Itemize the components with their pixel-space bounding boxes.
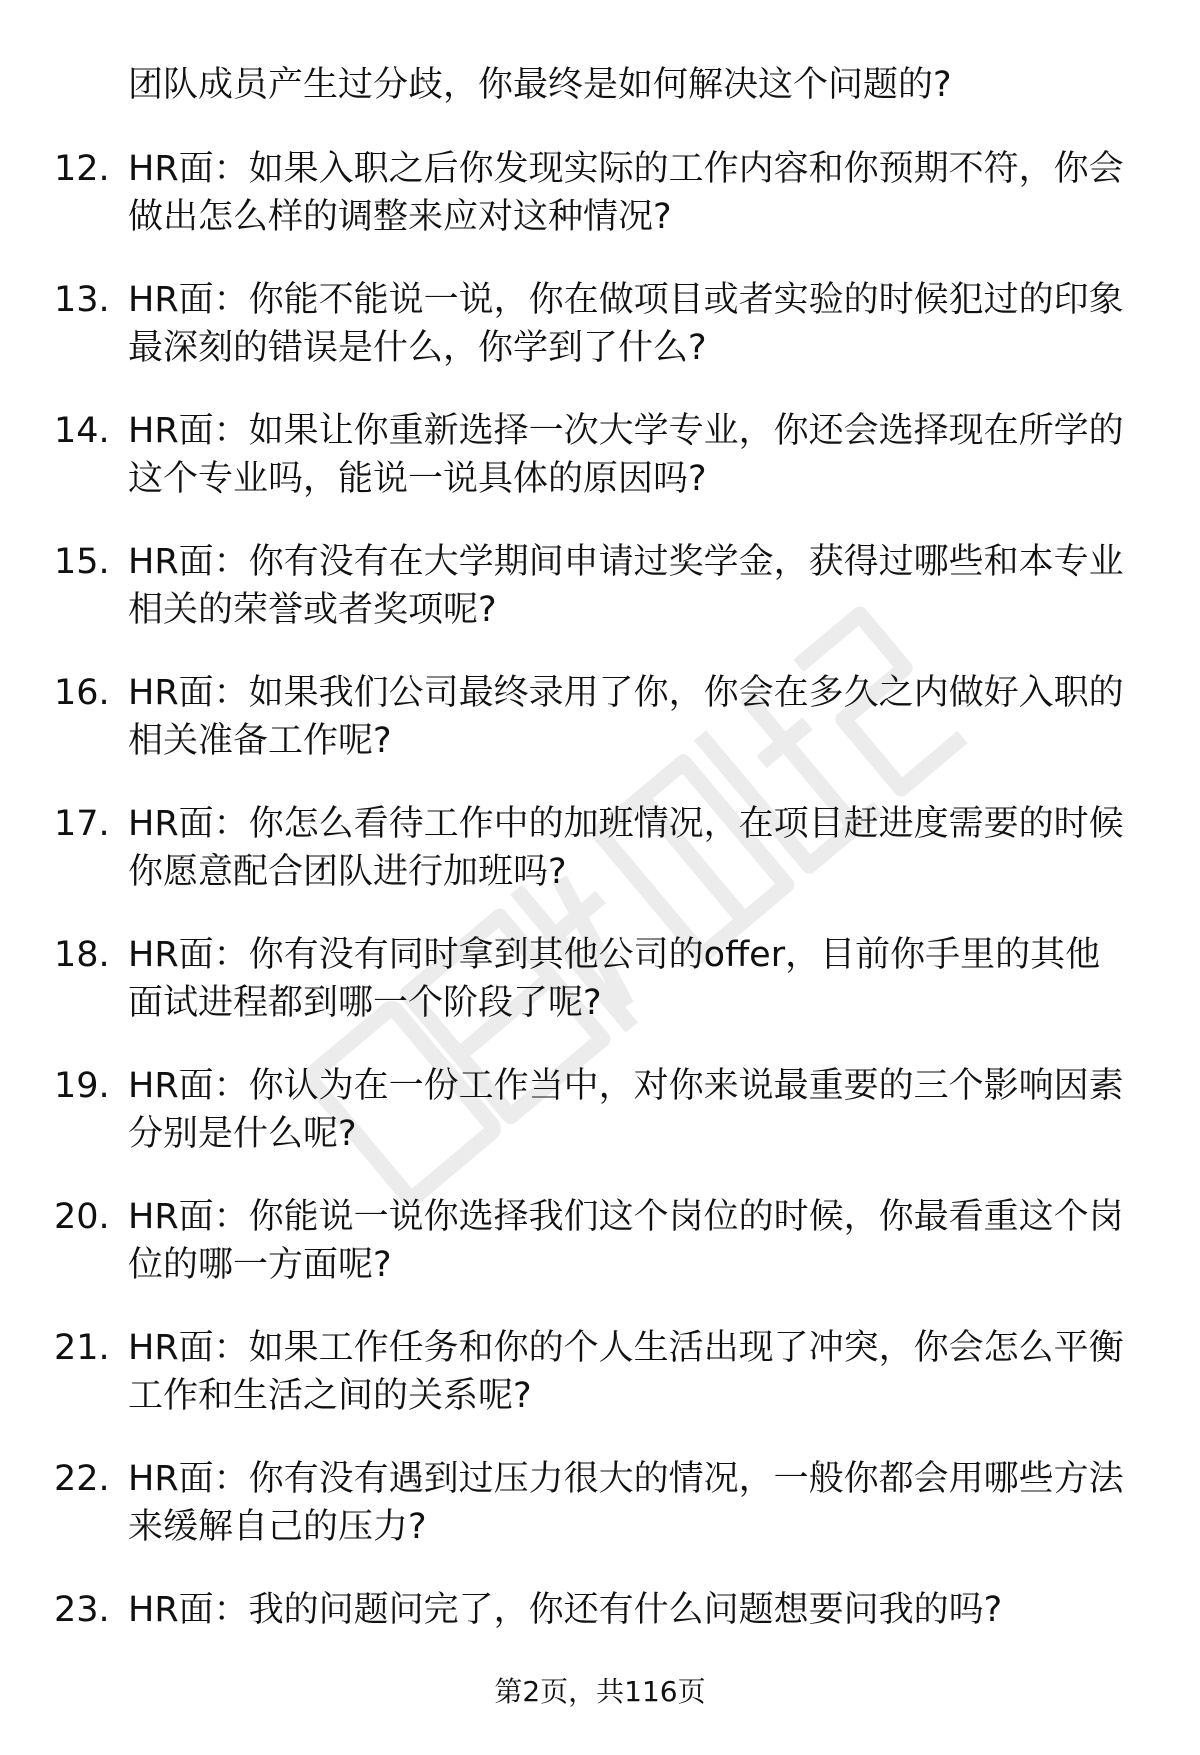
question-number: 15.: [54, 542, 110, 582]
question-number: 21.: [54, 1328, 110, 1368]
list-item: [0, 1324, 1200, 1455]
list-item: [0, 538, 1200, 669]
question-line: HR面：如果入职之后你发现实际的工作内容和你预期不符，你会: [128, 149, 1124, 189]
question-line: 来缓解自己的压力?: [128, 1507, 427, 1547]
question-line: HR面：我的问题问完了，你还有什么问题想要问我的吗?: [128, 1590, 1003, 1630]
question-text: [128, 538, 1158, 634]
question-line: HR面：如果工作任务和你的个人生活出现了冲突，你会怎么平衡: [128, 1328, 1124, 1368]
question-line: HR面：你能不能说一说，你在做项目或者实验的时候犯过的印象: [128, 280, 1124, 320]
question-number: 19.: [54, 1066, 110, 1106]
question-line: 最深刻的错误是什么，你学到了什么?: [128, 328, 707, 368]
continuation-line: 团队成员产生过分歧，你最终是如何解决这个问题的?: [128, 65, 952, 105]
question-list: [0, 145, 1200, 1717]
list-item: [0, 800, 1200, 931]
question-text: [128, 1455, 1158, 1551]
list-item: [0, 1455, 1200, 1586]
question-line: HR面：你有没有同时拿到其他公司的offer，目前你手里的其他: [128, 935, 1101, 975]
question-line: HR面：如果让你重新选择一次大学专业，你还会选择现在所学的: [128, 411, 1124, 451]
list-item: [0, 931, 1200, 1062]
list-item: [0, 145, 1200, 276]
question-text: [128, 1193, 1158, 1289]
question-line: 做出怎么样的调整来应对这种情况?: [128, 197, 672, 237]
question-text: [128, 276, 1158, 372]
list-item: [0, 407, 1200, 538]
question-number: 14.: [54, 411, 110, 451]
question-line: HR面：你认为在一份工作当中，对你来说最重要的三个影响因素: [128, 1066, 1124, 1106]
question-line: HR面：你有没有在大学期间申请过奖学金，获得过哪些和本专业: [128, 542, 1124, 582]
question-number: 16.: [54, 673, 110, 713]
question-line: 工作和生活之间的关系呢?: [128, 1376, 532, 1416]
question-line: 这个专业吗，能说一说具体的原因吗?: [128, 459, 707, 499]
question-text: [128, 800, 1158, 896]
question-text: [128, 931, 1158, 1027]
question-line: HR面：你有没有遇到过压力很大的情况，一般你都会用哪些方法: [128, 1459, 1124, 1499]
question-line: 位的哪一方面呢?: [128, 1245, 392, 1285]
list-item: [0, 1062, 1200, 1193]
question-line: HR面：如果我们公司最终录用了你，你会在多久之内做好入职的: [128, 673, 1124, 713]
question-line: 分别是什么呢?: [128, 1114, 357, 1154]
list-item: [0, 276, 1200, 407]
question-text: [128, 145, 1158, 241]
question-line: HR面：你怎么看待工作中的加班情况，在项目赶进度需要的时候: [128, 804, 1124, 844]
question-line: 相关的荣誉或者奖项呢?: [128, 590, 497, 630]
question-number: 22.: [54, 1459, 110, 1499]
question-number: 13.: [54, 280, 110, 320]
list-item: [0, 1193, 1200, 1324]
question-text: [128, 1586, 1158, 1634]
question-text: [128, 669, 1158, 765]
question-line: 相关准备工作呢?: [128, 721, 392, 761]
question-number: 23.: [54, 1590, 110, 1630]
question-line: HR面：你能说一说你选择我们这个岗位的时候，你最看重这个岗: [128, 1197, 1124, 1237]
question-number: 18.: [54, 935, 110, 975]
question-line: 面试进程都到哪一个阶段了呢?: [128, 983, 602, 1023]
question-text: [128, 1324, 1158, 1420]
question-number: 12.: [54, 149, 110, 189]
list-item: [0, 669, 1200, 800]
question-text: [128, 407, 1158, 503]
question-text: [128, 1062, 1158, 1158]
question-line: 你愿意配合团队进行加班吗?: [128, 852, 567, 892]
page-footer: 第2页，共116页: [494, 1675, 706, 1708]
question-number: 20.: [54, 1197, 110, 1237]
question-number: 17.: [54, 804, 110, 844]
